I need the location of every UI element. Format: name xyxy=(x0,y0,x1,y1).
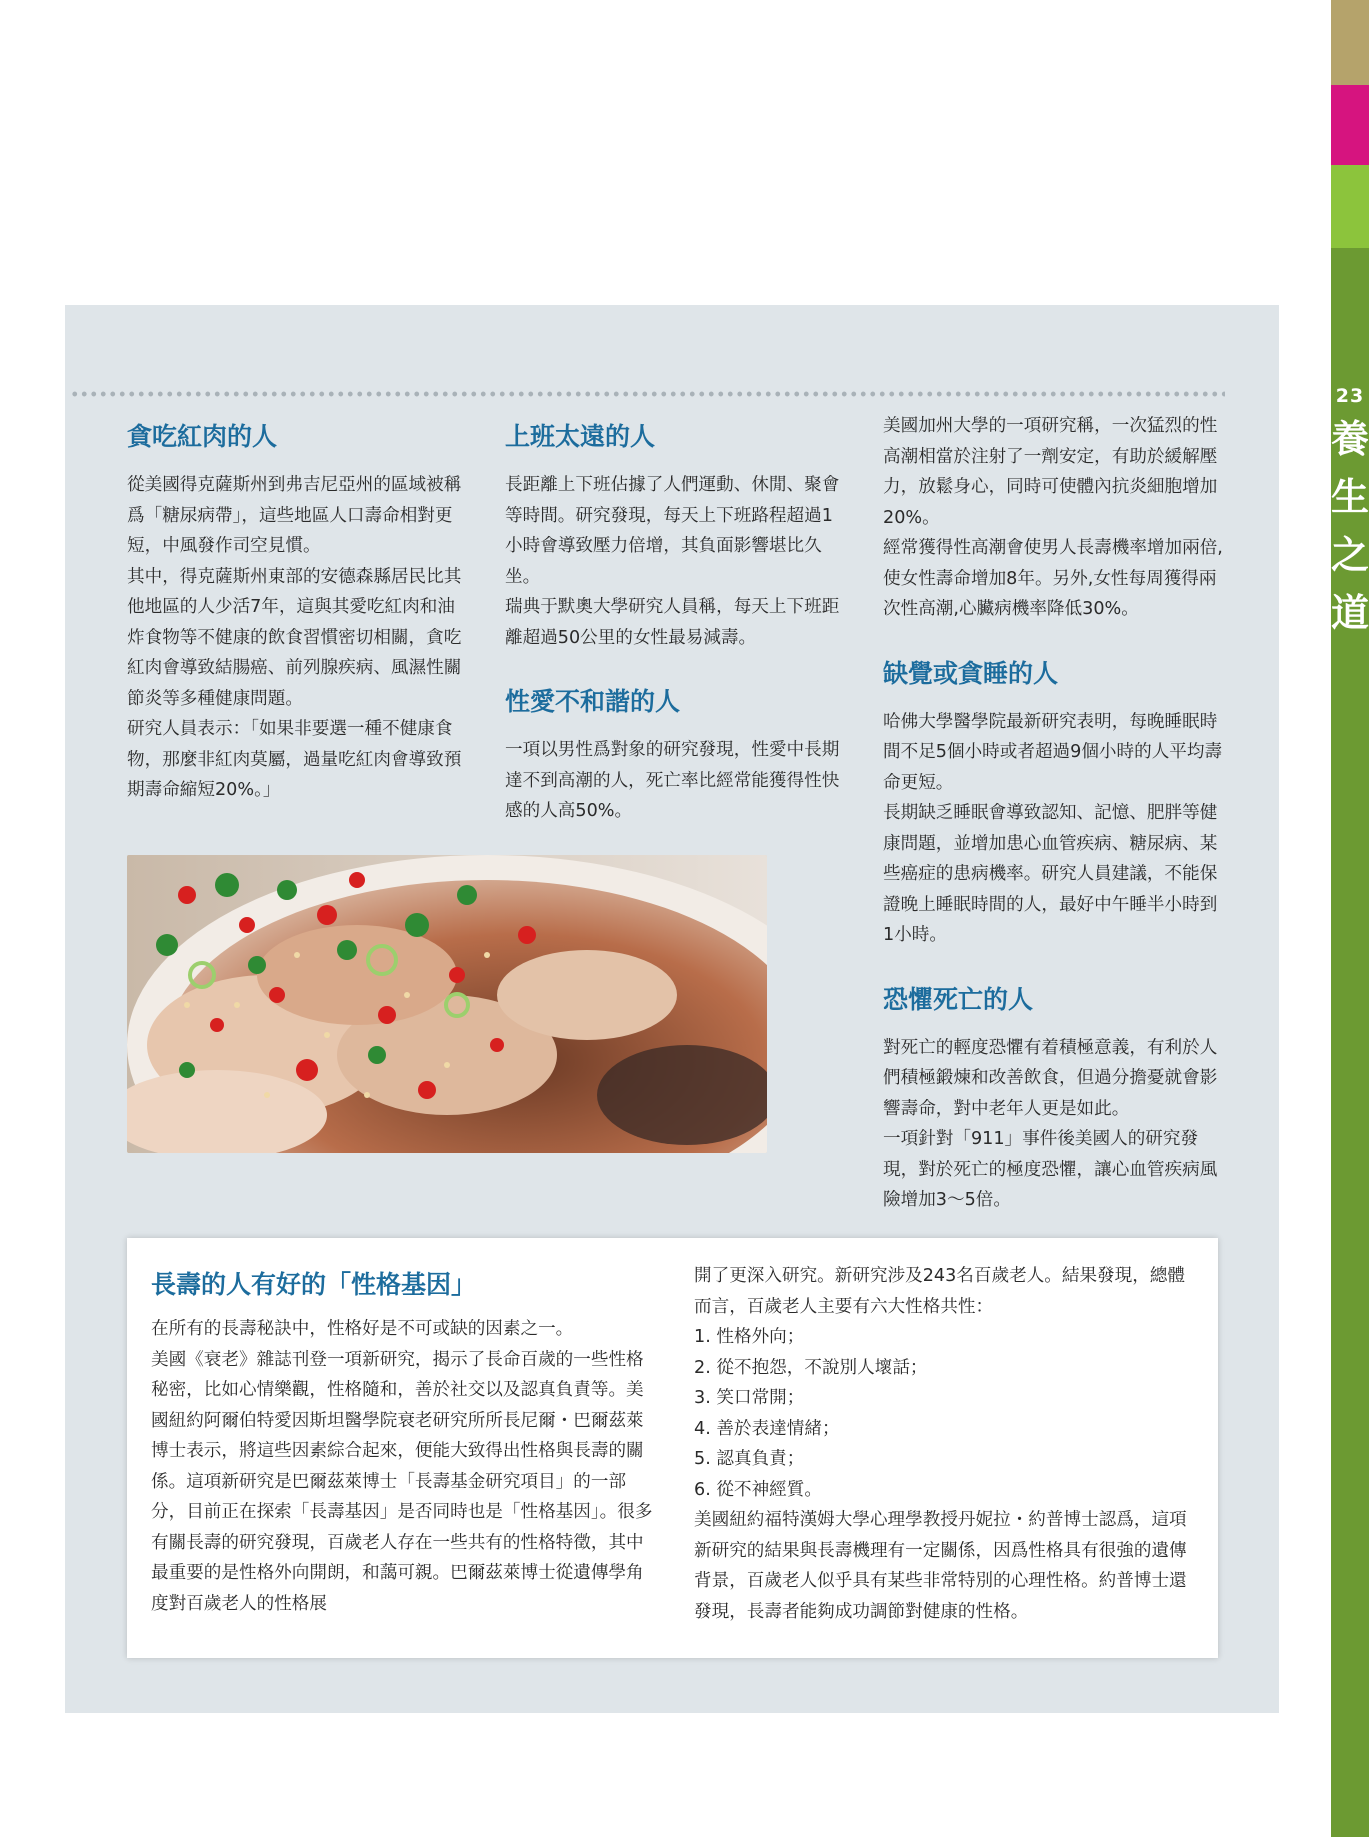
heading-red-meat: 貪吃紅肉的人 xyxy=(127,422,278,451)
list-item: 1. 性格外向； xyxy=(694,1327,805,1347)
paragraph: 在所有的長壽秘訣中，性格好是不可或缺的因素之一。 xyxy=(151,1319,574,1339)
color-tab-light-green xyxy=(1331,165,1369,248)
page-number: 23 xyxy=(1335,385,1365,407)
list-item: 4. 善於表達情緒； xyxy=(694,1418,840,1439)
section-title-char: 生 xyxy=(1331,474,1369,519)
list-item: 3. 笑口常開； xyxy=(694,1388,805,1408)
heading-unharmonious-sex: 性愛不和諧的人 xyxy=(505,687,681,716)
paragraph: 哈佛大學醫學院最新研究表明，每晚睡眠時間不足5個小時或者超過9個小時的人平均壽命更短。 xyxy=(883,711,1223,793)
paragraph: 美國紐約福特漢姆大學心理學教授丹妮拉・約普博士認爲，這項新研究的結果與長壽機理有一定關係，因爲性格具有很強的遺傳背景，百歲老人似乎具有某些非常特別的心理性格。約普博士還發現，長壽者能夠成功調節對健康的性格。 xyxy=(694,1510,1187,1622)
box-left-column xyxy=(151,1314,656,1619)
section-title-vertical xyxy=(1331,410,1369,642)
section-title-char: 養 xyxy=(1331,416,1369,461)
paragraph: 一項針對「911」事件後美國人的研究發現，對於死亡的極度恐懼，讓心血管疾病風險增加3～5倍。 xyxy=(883,1129,1218,1210)
list-item: 5. 認真負責； xyxy=(694,1449,805,1469)
paragraph: 瑞典于默奧大學研究人員稱，每天上下班距離超過50公里的女性最易減壽。 xyxy=(505,597,840,648)
paragraph: 其中，得克薩斯州東部的安德森縣居民比其他地區的人少活7年，這與其愛吃紅肉和油炸食物等不健康的飲食習慣密切相關，貪吃紅肉會導致結腸癌、前列腺疾病、風濕性關節炎等多種健康問題。 xyxy=(127,566,462,709)
dotted-divider xyxy=(70,390,1225,398)
paragraph: 從美國得克薩斯州到弗吉尼亞州的區域被稱爲「糖尿病帶」，這些地區人口壽命相對更短，中風發作司空見慣。 xyxy=(127,475,462,556)
column-commute-sex xyxy=(505,418,850,827)
paragraph: 美國《衰老》雜誌刊登一項新研究，揭示了長命百歲的一些性格秘密，比如心情樂觀，性格隨和，善於社交以及認真負責等。美國紐約阿爾伯特愛因斯坦醫學院衰老研究所所長尼爾・巴爾茲萊博士表示，將這些因素綜合起來，便能大致得出性格與長壽的關係。這項新研究是巴爾茲萊博士「長壽基金研究項目」的一部分，目前正在探索「長壽基因」是否同時也是「性格基因」。很多有關長壽的研究發現，百歲老人存在一些共有的性格特徵，其中最重要的是性格外向開朗，和藹可親。巴爾茲萊博士從遺傳學角度對百歲老人的性格展 xyxy=(151,1349,653,1614)
section-title-char: 之 xyxy=(1331,532,1369,577)
list-item: 6. 從不神經質。 xyxy=(694,1479,822,1500)
food-photo xyxy=(127,855,767,1153)
color-tab-magenta xyxy=(1331,85,1369,165)
column-red-meat xyxy=(127,418,472,806)
longevity-personality-box xyxy=(127,1238,1218,1658)
paragraph: 長期缺乏睡眠會導致認知、記憶、肥胖等健康問題，並增加患心血管疾病、糖尿病、某些癌症的患病機率。研究人員建議，不能保證晚上睡眠時間的人，最好中午睡半小時到1小時。 xyxy=(883,803,1218,945)
list-item: 2. 從不抱怨，不說別人壞話； xyxy=(694,1357,928,1378)
paragraph: 長距離上下班佔據了人們運動、休閒、聚會等時間。研究發現，每天上下班路程超過1小時會導致壓力倍增，其負面影響堪比久坐。 xyxy=(505,475,840,587)
section-title-char: 道 xyxy=(1331,590,1369,635)
heading-personality-gene: 長壽的人有好的「性格基因」 xyxy=(151,1270,477,1299)
paragraph: 開了更深入研究。新研究涉及243名百歲老人。結果發現，總體而言，百歲老人主要有六大性格共性： xyxy=(694,1266,1186,1317)
paragraph: 對死亡的輕度恐懼有着積極意義，有利於人們積極鍛煉和改善飲食，但過分擔憂就會影響壽命，對中老年人更是如此。 xyxy=(883,1037,1218,1119)
heading-sleep: 缺覺或貪睡的人 xyxy=(883,658,1059,688)
heading-fear-of-death: 恐懼死亡的人 xyxy=(883,984,1034,1014)
color-tab-gold xyxy=(1331,0,1369,85)
paragraph: 一項以男性爲對象的研究發現，性愛中長期達不到高潮的人，死亡率比經常能獲得性快感的人高50%。 xyxy=(505,740,840,821)
column-sleep-fear xyxy=(883,411,1228,1216)
box-right-column xyxy=(694,1261,1199,1627)
heading-long-commute: 上班太遠的人 xyxy=(505,422,656,451)
food-photo-illustration xyxy=(127,855,767,1153)
paragraph: 研究人員表示：「如果非要選一種不健康食物，那麼非紅肉莫屬，過量吃紅肉會導致預期壽命縮短20%。」 xyxy=(127,719,462,800)
paragraph: 經常獲得性高潮會使男人長壽機率增加兩倍,使女性壽命增加8年。另外,女性每周獲得兩次性高潮,心臟病機率降低30%。 xyxy=(883,538,1223,619)
paragraph: 美國加州大學的一項研究稱，一次猛烈的性高潮相當於注射了一劑安定，有助於緩解壓力，放鬆身心，同時可使體內抗炎細胞增加20%。 xyxy=(883,416,1218,528)
